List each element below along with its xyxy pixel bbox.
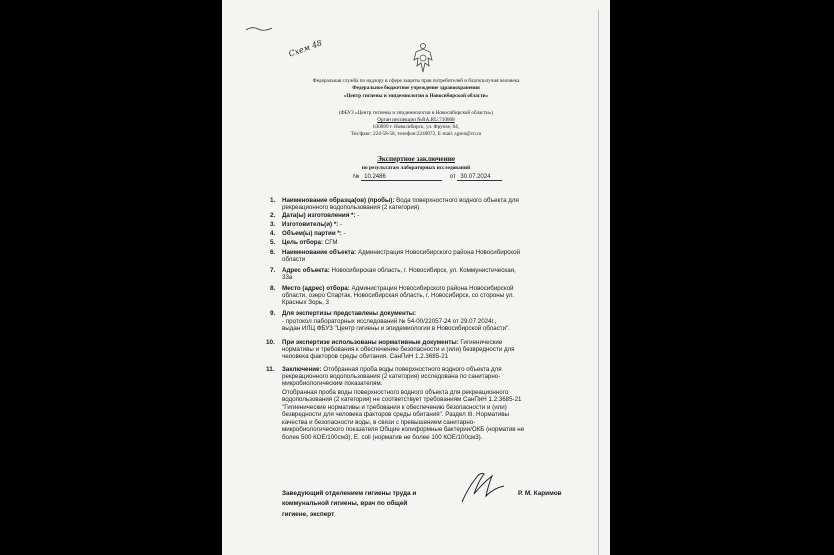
item-continuation: области bbox=[282, 256, 306, 263]
item-number: 3. bbox=[270, 221, 276, 228]
org-contacts: Тел/факс: 224-58-58, телефон:2240872, E-mail: sgsen@cn.ru bbox=[350, 131, 482, 137]
signatory-title-line: гигиене, эксперт bbox=[282, 511, 335, 518]
item-continuation: водопользования (2 категория) не соответствует требованиям СанПиН 1.2.3685-21 bbox=[282, 396, 522, 403]
item-continuation: человека факторов среды обитания. СанПиН 1.2.3685-21 bbox=[282, 353, 449, 360]
item-continuation: "Гигиенические нормативы и требования к обеспечению безопасности и (или) bbox=[282, 404, 507, 411]
item-label: Наименование объекта: bbox=[282, 249, 357, 256]
item-line bbox=[282, 267, 516, 274]
item-continuation: рекреационного водопользования (2 категория) bbox=[282, 204, 420, 211]
item-number: 10. bbox=[266, 339, 275, 346]
item-line bbox=[282, 230, 346, 237]
item-label: Наименование образца(ов) (пробы): bbox=[282, 197, 395, 204]
item-continuation: рекреационного водопользования (2 категория) исследована по санитарно- bbox=[282, 373, 501, 380]
item-line bbox=[282, 366, 502, 373]
item-number: 8. bbox=[270, 285, 276, 292]
item-label: Для экспертизы представлены документы: bbox=[282, 310, 417, 317]
signatory-title-line: коммунальной гигиены, врач по общей bbox=[282, 500, 408, 507]
signatory-title-line: Заведующий отделением гигиены труда и bbox=[282, 490, 417, 497]
doc-number-label: № bbox=[353, 174, 360, 180]
doc-date-label: от bbox=[449, 174, 456, 180]
item-label: При экспертизе использованы нормативные документы: bbox=[282, 339, 459, 346]
item-text: Гигиенические bbox=[458, 339, 503, 346]
item-text: - bbox=[341, 230, 346, 237]
item-continuation: микробиологического показателя Общие колиформные бактерии/ОКБ (норматив не bbox=[282, 426, 525, 433]
doc-title: Экспертное заключение bbox=[376, 155, 456, 163]
item-continuation: Отобранная проба воды поверхностного водного объекта для рекреационного bbox=[282, 389, 509, 396]
doc-subtitle: по результатам лабораторных исследований bbox=[361, 165, 471, 171]
item-line bbox=[282, 212, 359, 219]
item-continuation: 33а bbox=[282, 274, 293, 281]
item-continuation: - протокол лабораторных исследований № 54-00/22057-24 от 29.07.2024г., bbox=[282, 318, 497, 325]
item-line bbox=[282, 221, 342, 228]
item-text: - bbox=[355, 212, 360, 219]
item-line bbox=[282, 197, 519, 204]
item-label: Адрес объекта: bbox=[282, 267, 330, 274]
item-label: Цель отбора: bbox=[282, 239, 324, 246]
item-text: - bbox=[338, 221, 343, 228]
item-continuation: более 500 КОЕ/100см3), E. coli (норматив не более 100 КОЕ/100см3). bbox=[282, 434, 483, 441]
item-line bbox=[282, 285, 514, 292]
item-line bbox=[282, 310, 416, 317]
item-text: СГМ bbox=[323, 239, 338, 246]
item-number: 4. bbox=[270, 230, 276, 237]
document-page bbox=[222, 0, 610, 555]
handwritten-note: Схем 48 bbox=[287, 38, 324, 59]
item-number: 7. bbox=[270, 267, 276, 274]
item-number: 9. bbox=[270, 310, 276, 317]
item-text: Администрация Новосибирского района Новосибирской bbox=[356, 249, 520, 256]
item-number: 6. bbox=[270, 249, 276, 256]
org-name: «Центр гигиены и эпидемиологии в Новосибирской области» bbox=[343, 93, 489, 99]
agency-name: Федеральная служба по надзору в сфере защиты прав потребителей и благополучия человека bbox=[312, 78, 520, 84]
item-number: 1. bbox=[270, 197, 276, 204]
emblem-icon bbox=[412, 42, 434, 76]
item-label: Заключение: bbox=[282, 366, 322, 373]
org-accreditation: Орган инспекции №RA.RU.710008 bbox=[377, 117, 455, 123]
item-number: 2. bbox=[270, 212, 276, 219]
item-label: Изготовитель(и) *: bbox=[282, 221, 339, 228]
item-label: Место (адрес) отбора: bbox=[282, 285, 350, 292]
doc-number-row bbox=[353, 174, 502, 181]
item-line bbox=[282, 249, 520, 256]
item-continuation: качества и безопасности воды, в связи с превышением санитарно- bbox=[282, 419, 476, 426]
item-continuation: выдан ИЛЦ ФБУЗ "Центр гигиены и эпидемиологии в Новосибирской области". bbox=[282, 325, 511, 332]
item-continuation: нормативы и требования к обеспечению безопасности и (или) безвредности для bbox=[282, 346, 515, 353]
item-line bbox=[282, 239, 338, 246]
signature-icon bbox=[458, 468, 508, 508]
org-type: Федеральное бюджетное учреждение здравоохранения bbox=[352, 85, 480, 91]
org-short-name: (ФБУЗ «Центр гигиены и эпидемиологии в Новосибирской области») bbox=[338, 110, 494, 116]
item-line bbox=[282, 339, 502, 346]
item-text: Отобранная проба воды поверхностного водного объекта для bbox=[321, 366, 502, 373]
item-continuation: области, озеро Спартак, Новосибирская область, г. Новосибирск, со стороны ул. bbox=[282, 292, 515, 299]
item-label: Дата(ы) изготовления *: bbox=[282, 212, 356, 219]
doc-number: 10.2486 bbox=[361, 174, 442, 181]
doc-date: 30.07.2024 bbox=[457, 174, 502, 181]
org-address: 630099 г. Новосибирск, ул. Фрунзе, 84, bbox=[373, 124, 459, 130]
item-text: Вода поверхностного водного объекта для bbox=[394, 197, 519, 204]
signatory-name: Р. М. Каримов bbox=[518, 490, 562, 497]
item-continuation: микробиологическим показателям. bbox=[282, 380, 383, 387]
item-continuation: безвредности для человека факторов среды обитания". Раздел III. Нормативы bbox=[282, 411, 509, 418]
item-continuation: Красных Зорь, 3 bbox=[282, 299, 329, 306]
item-text: Новосибирская область, г. Новосибирск, ул. Коммунистическая, bbox=[329, 267, 516, 274]
handwritten-scribble bbox=[244, 24, 274, 34]
item-label: Объем(ы) партии *: bbox=[282, 230, 342, 237]
item-text: Администрация Новосибирского района Новосибирской bbox=[349, 285, 514, 292]
page-edge-shadow bbox=[598, 10, 599, 555]
item-number: 5. bbox=[270, 239, 276, 246]
item-number: 11. bbox=[266, 366, 275, 373]
